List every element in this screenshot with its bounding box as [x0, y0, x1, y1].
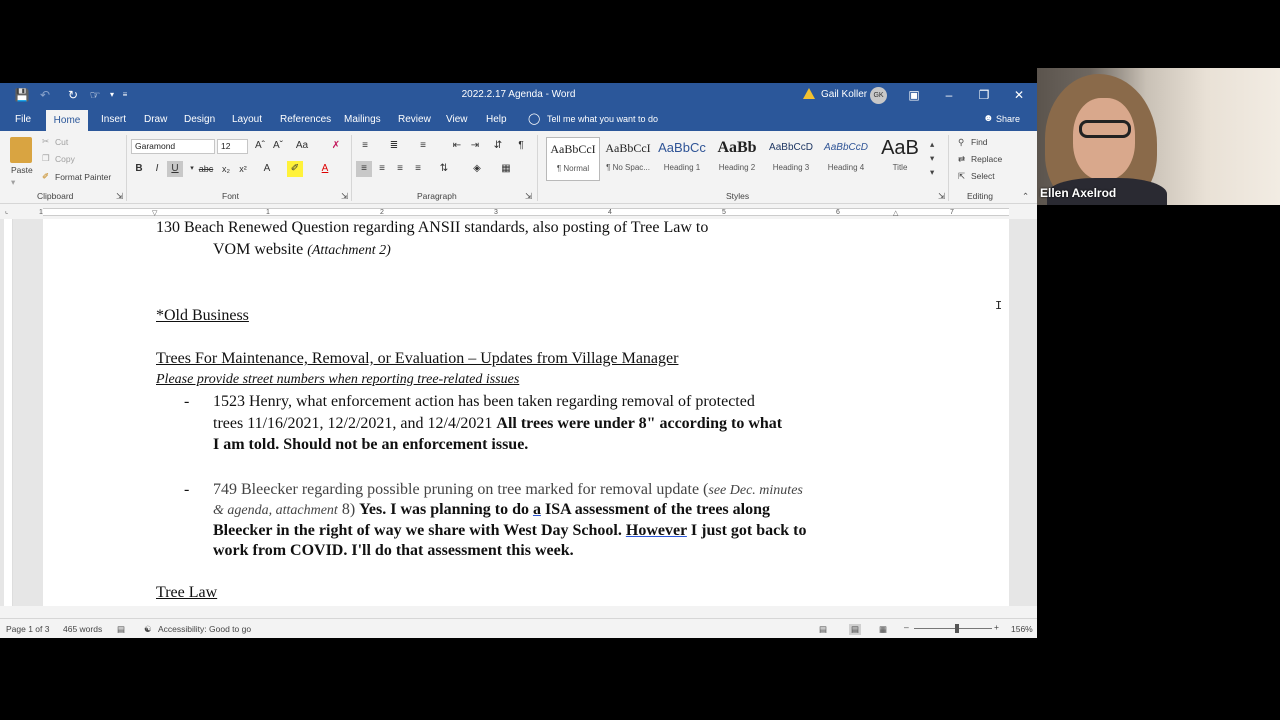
- ruler-bar[interactable]: [39, 208, 1009, 217]
- doc-attachment: (Attachment 2): [307, 243, 391, 258]
- participant-name: Ellen Axelrod: [1040, 186, 1117, 200]
- format-painter-button[interactable]: Format Painter: [55, 172, 112, 182]
- styles-launcher-icon[interactable]: ⇲: [938, 191, 946, 201]
- style-name: Heading 3: [772, 163, 810, 172]
- font-name-select[interactable]: Garamond: [131, 139, 215, 154]
- borders-icon[interactable]: ▦: [501, 163, 511, 174]
- doc-bold-text: All trees were under 8" according to what: [496, 415, 783, 432]
- divider: [948, 135, 949, 201]
- close-icon[interactable]: ✕: [1013, 88, 1025, 102]
- font-color-icon[interactable]: A: [321, 163, 329, 174]
- change-case-icon[interactable]: Aa: [295, 140, 309, 151]
- tab-review[interactable]: Review: [398, 114, 431, 125]
- document-title: 2022.2.17 Agenda - Word: [461, 89, 576, 100]
- underline-dropdown-icon[interactable]: ▾: [190, 165, 194, 172]
- doc-bold-text: Yes. I was planning to do: [359, 501, 533, 518]
- styles-scroll-down-icon[interactable]: ▾: [930, 153, 935, 163]
- user-name[interactable]: Gail Koller: [821, 89, 868, 100]
- style-heading-2[interactable]: [710, 137, 764, 181]
- underline-icon[interactable]: U: [167, 161, 183, 177]
- copy-icon[interactable]: ❐: [42, 153, 50, 163]
- paragraph-group-label: Paragraph: [417, 191, 457, 201]
- style-title[interactable]: [873, 137, 927, 181]
- lightbulb-icon: ◯: [528, 113, 541, 125]
- format-painter-icon[interactable]: ✐: [42, 171, 50, 181]
- styles-group-label: Styles: [726, 191, 750, 201]
- replace-icon[interactable]: ⇄: [958, 154, 966, 164]
- trees-note[interactable]: Please provide street numbers when reporting tree-related issues: [156, 372, 520, 387]
- clipboard-group-label: Clipboard: [37, 191, 74, 201]
- tab-file[interactable]: File: [15, 114, 32, 125]
- shading-icon[interactable]: ◈: [473, 163, 481, 174]
- style-preview: AaBbCcI: [550, 142, 596, 156]
- ruler-number: 6: [836, 209, 840, 216]
- tab-layout[interactable]: Layout: [232, 114, 263, 125]
- user-avatar[interactable]: GK: [870, 87, 887, 104]
- zoom-slider-thumb[interactable]: [955, 624, 959, 633]
- tab-draw[interactable]: Draw: [144, 114, 168, 125]
- page-count[interactable]: Page 1 of 3: [6, 624, 50, 634]
- style-name: ¶ No Spac...: [606, 163, 650, 172]
- divider: [537, 135, 538, 201]
- ruler-number: 4: [608, 209, 612, 216]
- style-preview: AaBbCcD: [769, 142, 813, 153]
- line-spacing-icon[interactable]: ⇅: [439, 163, 449, 174]
- style-preview: AaBb: [717, 139, 757, 156]
- cut-button[interactable]: Cut: [55, 137, 69, 147]
- print-layout-icon[interactable]: ▤: [851, 624, 860, 634]
- doc-line[interactable]: [213, 239, 391, 262]
- section-heading-old-business[interactable]: *Old Business: [156, 307, 249, 324]
- find-button[interactable]: Find: [971, 137, 988, 147]
- tell-me-search[interactable]: Tell me what you want to do: [547, 114, 659, 124]
- doc-text: 8): [337, 501, 360, 518]
- tab-view[interactable]: View: [446, 114, 468, 125]
- bullets-icon[interactable]: ≡: [362, 140, 368, 151]
- bullet1-line[interactable]: 1523 Henry, what enforcement action has been taken regarding removal of protected: [213, 393, 755, 410]
- clear-formatting-icon[interactable]: ✗: [331, 140, 341, 151]
- bullet1-line[interactable]: [213, 413, 782, 435]
- ribbon-display-options-icon[interactable]: ▣: [908, 88, 920, 102]
- paste-dropdown-icon[interactable]: ▾: [11, 177, 16, 187]
- accessibility-status[interactable]: Accessibility: Good to go: [158, 624, 252, 634]
- proofing-icon[interactable]: ▤: [117, 624, 126, 634]
- ruler-number: 5: [722, 209, 726, 216]
- bullet2-line[interactable]: [213, 520, 806, 542]
- section-heading-tree-law[interactable]: Tree Law: [156, 584, 218, 601]
- restore-icon[interactable]: ❐: [978, 88, 990, 102]
- doc-italic-text: & agenda, attachment: [213, 503, 338, 518]
- justify-icon[interactable]: ≡: [415, 163, 421, 174]
- ribbon-tabs: [0, 108, 1037, 131]
- web-layout-icon[interactable]: ▦: [879, 624, 888, 634]
- styles-scroll-up-icon[interactable]: ▴: [930, 139, 935, 149]
- show-formatting-icon[interactable]: ¶: [518, 140, 524, 151]
- multilevel-list-icon[interactable]: ≡: [420, 140, 426, 151]
- numbering-icon[interactable]: ≣: [389, 140, 399, 151]
- doc-italic-text: see Dec. minutes: [708, 483, 803, 498]
- style-preview: AaBbCc: [658, 140, 706, 155]
- undo-icon[interactable]: ↶: [39, 88, 51, 102]
- grow-font-icon[interactable]: Aˆ: [255, 140, 265, 151]
- doc-text: VOM website: [213, 241, 304, 258]
- bullet2-line[interactable]: [213, 499, 770, 522]
- style-preview: AaB: [881, 137, 919, 159]
- ruler-number: 2: [380, 209, 384, 216]
- style-preview: AaBbCcI: [605, 141, 651, 155]
- accessibility-icon: ☯: [144, 624, 152, 634]
- style-name: Heading 4: [827, 163, 865, 172]
- zoom-in-icon[interactable]: +: [994, 622, 999, 632]
- increase-indent-icon[interactable]: ⇥: [470, 140, 480, 151]
- style-normal[interactable]: [546, 137, 600, 181]
- document-area[interactable]: [0, 219, 1037, 606]
- styles-more-icon[interactable]: ▾: [930, 167, 935, 177]
- font-launcher-icon[interactable]: ⇲: [341, 191, 349, 201]
- read-mode-icon[interactable]: ▤: [819, 624, 828, 634]
- doc-text: trees 11/16/2021, 12/2/2021, and 12/4/2021: [213, 415, 497, 432]
- ribbon: [0, 131, 1037, 204]
- word-count[interactable]: 465 words: [63, 624, 103, 634]
- bullet-dash: -: [184, 481, 190, 498]
- font-size-select[interactable]: 12: [217, 139, 248, 154]
- style-heading-4[interactable]: [819, 137, 873, 181]
- align-center-icon[interactable]: ≡: [379, 163, 385, 174]
- bold-icon[interactable]: B: [135, 163, 143, 174]
- divider: [351, 135, 352, 201]
- divider: [126, 135, 127, 201]
- style-name: Heading 2: [718, 163, 756, 172]
- document-page[interactable]: [43, 219, 1009, 606]
- style-name: Heading 1: [663, 163, 701, 172]
- italic-icon[interactable]: I: [155, 163, 159, 174]
- style-preview: AaBbCcD: [824, 142, 868, 153]
- ruler-number: 3: [494, 209, 498, 216]
- word-window: [0, 83, 1037, 638]
- title-bar: [0, 83, 1037, 108]
- bullet-dash: -: [184, 393, 190, 410]
- ruler-number: 1: [39, 209, 43, 216]
- ruler-number: 7: [950, 209, 954, 216]
- style-heading-3[interactable]: [764, 137, 818, 181]
- paragraph-launcher-icon[interactable]: ⇲: [525, 191, 533, 201]
- doc-bold-text: ISA assessment of the trees along: [540, 501, 770, 518]
- superscript-icon[interactable]: x²: [239, 164, 247, 174]
- select-button[interactable]: Select: [971, 171, 995, 181]
- tab-mailings[interactable]: Mailings: [344, 114, 381, 125]
- share-button[interactable]: Share: [996, 114, 1021, 124]
- find-icon[interactable]: ⚲: [958, 137, 965, 147]
- doc-text: 749 Bleecker regarding possible pruning on tree marked for removal update (: [213, 481, 709, 498]
- save-icon[interactable]: 💾: [14, 88, 30, 102]
- style-name: ¶ Normal: [556, 164, 590, 173]
- participant-face: [1073, 98, 1135, 180]
- subscript-icon[interactable]: x₂: [222, 164, 230, 174]
- participant-glasses: [1079, 120, 1131, 138]
- tab-insert[interactable]: Insert: [101, 114, 127, 125]
- share-icon: ☻: [983, 113, 994, 124]
- shrink-font-icon[interactable]: Aˇ: [273, 140, 283, 151]
- zoom-level[interactable]: 156%: [1011, 624, 1033, 634]
- text-effects-icon[interactable]: A: [263, 163, 271, 174]
- tab-references[interactable]: References: [280, 114, 332, 125]
- clipboard-launcher-icon[interactable]: ⇲: [116, 191, 124, 201]
- doc-bold-text: However: [625, 522, 687, 539]
- vertical-ruler[interactable]: [4, 219, 13, 606]
- copy-button[interactable]: Copy: [55, 154, 75, 164]
- align-left-icon[interactable]: ≡: [356, 161, 372, 177]
- customize-toolbar-icon[interactable]: ≡: [122, 90, 128, 99]
- vertical-scrollbar[interactable]: [1019, 219, 1033, 606]
- editing-group-label: Editing: [967, 191, 993, 201]
- select-icon[interactable]: ⇱: [958, 171, 966, 181]
- right-indent-marker[interactable]: △: [893, 210, 899, 217]
- touch-mode-icon[interactable]: ☞: [89, 88, 101, 102]
- highlight-color-icon[interactable]: ✐: [287, 161, 303, 177]
- tab-selector-icon[interactable]: ⌞: [5, 208, 9, 215]
- tab-design[interactable]: Design: [184, 114, 216, 125]
- doc-line[interactable]: 130 Beach Renewed Question regarding ANSII standards, also posting of Tree Law to: [156, 219, 709, 236]
- cut-icon[interactable]: ✂: [42, 136, 50, 146]
- align-right-icon[interactable]: ≡: [397, 163, 403, 174]
- sort-icon[interactable]: ⇵: [493, 140, 503, 151]
- bullet2-line[interactable]: work from COVID. I'll do that assessment this week.: [213, 542, 574, 559]
- status-bar: [0, 618, 1037, 638]
- collapse-ribbon-icon[interactable]: ⌃: [1022, 191, 1030, 201]
- replace-button[interactable]: Replace: [971, 154, 1003, 164]
- paste-icon[interactable]: [10, 137, 32, 163]
- zoom-out-icon[interactable]: –: [904, 622, 909, 632]
- style-heading-1[interactable]: [655, 137, 709, 181]
- doc-bold-text: a: [532, 501, 541, 518]
- decrease-indent-icon[interactable]: ⇤: [452, 140, 462, 151]
- quick-access-dropdown-icon[interactable]: ▾: [109, 90, 114, 99]
- section-heading-trees[interactable]: Trees For Maintenance, Removal, or Evaluation – Updates from Village Manager: [156, 350, 679, 367]
- horizontal-ruler[interactable]: [0, 205, 1037, 219]
- tab-home[interactable]: Home: [46, 110, 88, 131]
- minimize-icon[interactable]: –: [945, 88, 953, 102]
- tab-help[interactable]: Help: [486, 114, 507, 125]
- doc-bold-text: I just got back to: [686, 522, 807, 539]
- style-no-spacing[interactable]: [601, 137, 655, 181]
- paste-button[interactable]: Paste: [11, 165, 33, 175]
- bullet1-line[interactable]: I am told. Should not be an enforcement issue.: [213, 436, 529, 453]
- warning-icon[interactable]: [803, 88, 815, 99]
- style-name: Title: [892, 163, 908, 172]
- redo-icon[interactable]: ↻: [67, 88, 79, 102]
- strikethrough-icon[interactable]: abc: [198, 164, 214, 174]
- webcam-video-tile: [1037, 68, 1280, 205]
- first-line-indent-marker[interactable]: ▽: [152, 210, 158, 217]
- mouse-cursor-icon: I: [995, 299, 1003, 313]
- zoom-slider[interactable]: [914, 628, 992, 629]
- ruler-number: 1: [266, 209, 270, 216]
- font-group-label: Font: [222, 191, 240, 201]
- doc-bold-text: Bleecker in the right of way we share with West Day School.: [213, 522, 626, 539]
